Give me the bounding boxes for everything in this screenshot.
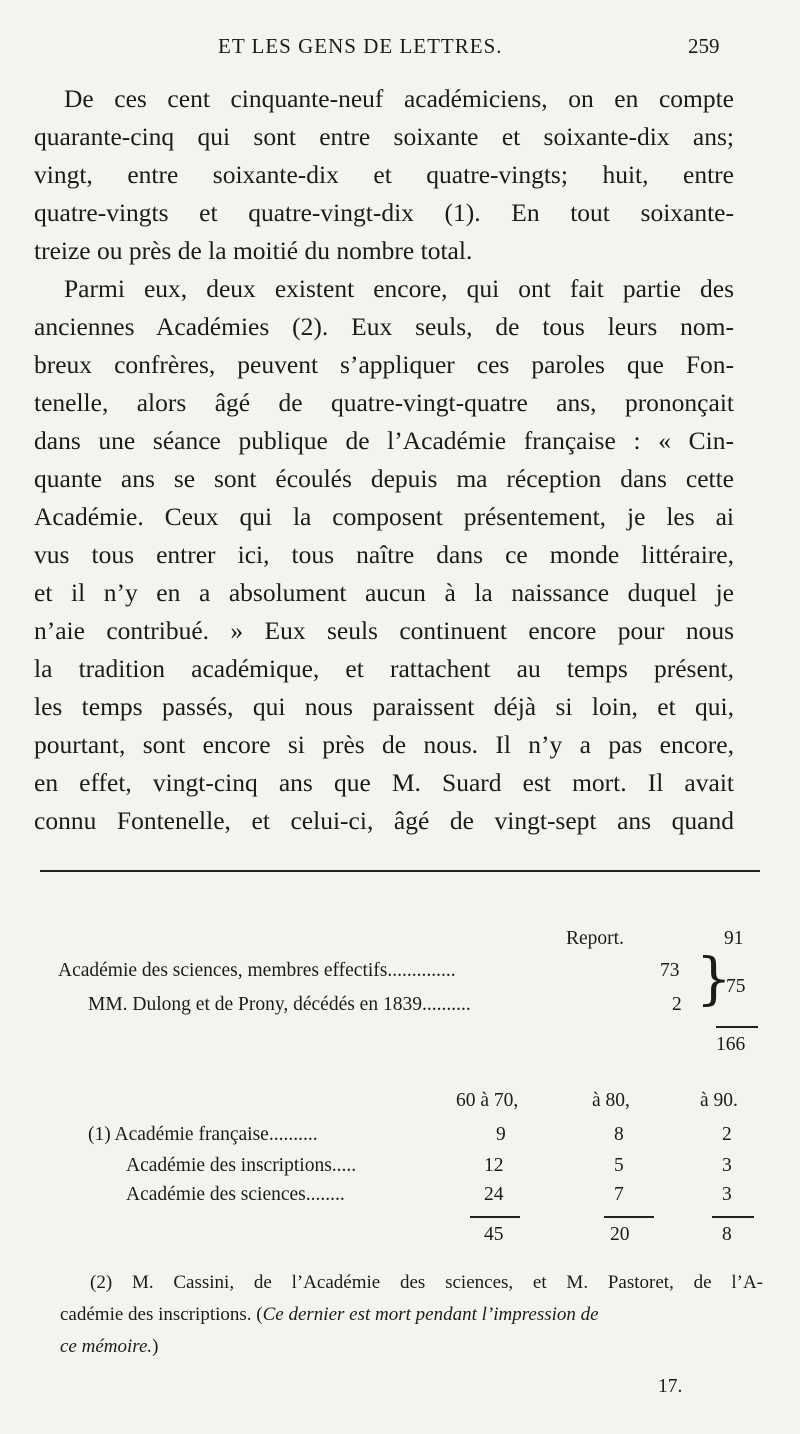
- text-line: n’aie contribué. » Eux seuls continuent encore pour nous: [34, 616, 734, 645]
- page-number: 259: [688, 34, 720, 58]
- text-line: et il n’y en a absolument aucun à la naissance duquel je: [34, 578, 734, 607]
- text-line: Académie. Ceux qui la composent présentement, je les ai: [34, 502, 734, 531]
- bracket-total: 75: [726, 976, 746, 997]
- text-line: quarante-cinq qui sont entre soixante et soixante-dix ans;: [34, 122, 734, 151]
- report-row-value: 73: [660, 960, 680, 981]
- report-label: Report.: [566, 928, 624, 949]
- table-cell: 2: [722, 1124, 732, 1145]
- table-cell: 24: [484, 1184, 504, 1205]
- text-line: anciennes Académies (2). Eux seuls, de tous leurs nom-: [34, 312, 734, 341]
- table-cell: 9: [496, 1124, 506, 1145]
- footnote-text: cadémie des inscriptions. (: [60, 1304, 263, 1325]
- text-line: connu Fontenelle, et celui-ci, âgé de vingt-sept ans quand: [34, 806, 734, 835]
- column-header: à 80,: [592, 1090, 630, 1111]
- text-line: pourtant, sont encore si près de nous. Il n’y a pas encore,: [34, 730, 734, 759]
- report-row-label: MM. Dulong et de Prony, décédés en 1839..........: [88, 994, 471, 1015]
- text-line: De ces cent cinquante-neuf académiciens, on en compte: [64, 84, 734, 113]
- report-row-value: 2: [672, 994, 682, 1015]
- running-title: ET LES GENS DE LETTRES.: [218, 34, 503, 58]
- sum-rule: [712, 1216, 754, 1218]
- footnote-italic: ce mémoire.: [60, 1336, 153, 1357]
- table-total: 45: [484, 1224, 504, 1245]
- report-value: 91: [724, 928, 744, 949]
- text-line: treize ou près de la moitié du nombre total.: [34, 236, 473, 265]
- text-line: tenelle, alors âgé de quatre-vingt-quatre ans, prononçait: [34, 388, 734, 417]
- footnote-line: [60, 1304, 763, 1326]
- footnote-italic: Ce dernier est mort pendant l’impression de: [262, 1304, 599, 1325]
- table-row-label: (1) Académie française..........: [88, 1124, 318, 1145]
- text-line: Parmi eux, deux existent encore, qui ont fait partie des: [64, 274, 734, 303]
- table-cell: 7: [614, 1184, 624, 1205]
- footnote-line: [60, 1336, 763, 1358]
- text-line: dans une séance publique de l’Académie française : « Cin-: [34, 426, 734, 455]
- text-line: quante ans se sont écoulés depuis ma réception dans cette: [34, 464, 734, 493]
- text-line: en effet, vingt-cinq ans que M. Suard est mort. Il avait: [34, 768, 734, 797]
- footnote-line: (2) M. Cassini, de l’Académie des sciences, et M. Pastoret, de l’A-: [90, 1272, 763, 1293]
- column-header: 60 à 70,: [456, 1090, 519, 1111]
- text-line: la tradition académique, et rattachent au temps présent,: [34, 654, 734, 683]
- footnote-text: ): [152, 1336, 159, 1357]
- text-line: vus tous entrer ici, tous naître dans ce monde littéraire,: [34, 540, 734, 569]
- table-cell: 3: [722, 1155, 732, 1176]
- right-brace: }: [696, 947, 732, 1012]
- grand-total: 166: [716, 1034, 746, 1055]
- text-line: breux confrères, peuvent s’appliquer ces paroles que Fon-: [34, 350, 734, 379]
- sum-rule: [716, 1026, 758, 1028]
- table-total: 8: [722, 1224, 732, 1245]
- table-cell: 8: [614, 1124, 624, 1145]
- table-cell: 3: [722, 1184, 732, 1205]
- sum-rule: [604, 1216, 654, 1218]
- footnote-separator: [40, 870, 760, 872]
- text-line: les temps passés, qui nous paraissent déjà si loin, et qui,: [34, 692, 734, 721]
- table-row-label: Académie des inscriptions.....: [126, 1155, 357, 1176]
- table-cell: 12: [484, 1155, 504, 1176]
- table-total: 20: [610, 1224, 630, 1245]
- table-row-label: Académie des sciences........: [126, 1184, 345, 1205]
- text-line: vingt, entre soixante-dix et quatre-vingts; huit, entre: [34, 160, 734, 189]
- signature-mark: 17.: [658, 1376, 683, 1397]
- text-line: quatre-vingts et quatre-vingt-dix (1). En tout soixante-: [34, 198, 734, 227]
- table-cell: 5: [614, 1155, 624, 1176]
- running-header: [0, 34, 800, 70]
- column-header: à 90.: [700, 1090, 738, 1111]
- sum-rule: [470, 1216, 520, 1218]
- report-row-label: Académie des sciences, membres effectifs..............: [58, 960, 456, 981]
